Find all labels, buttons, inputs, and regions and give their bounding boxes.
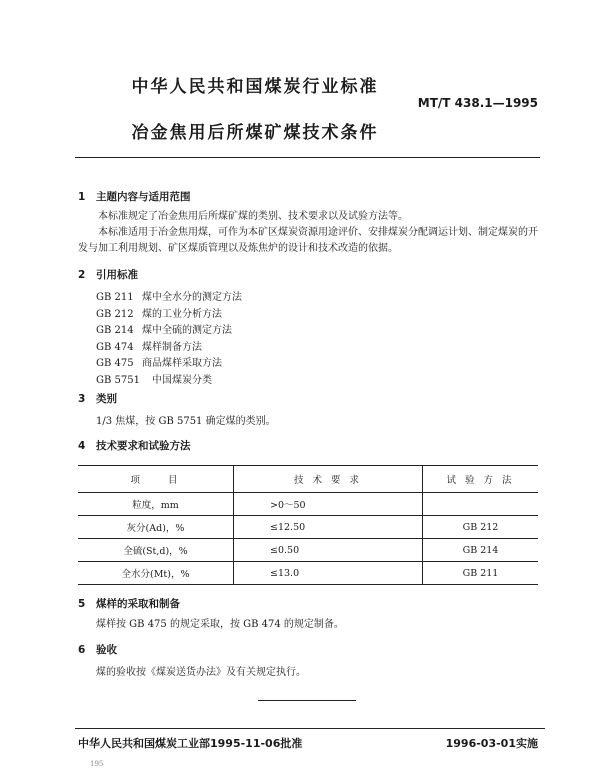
table-row — [78, 562, 538, 585]
reference-list — [96, 290, 242, 389]
section-1-title: 主题内容与适用范围 — [96, 191, 191, 203]
section-6-heading — [78, 642, 117, 657]
section-2-number: 2 — [78, 269, 86, 281]
table-header-row — [78, 466, 538, 493]
reference-item: GB 474 煤样制备方法 — [96, 341, 202, 353]
section-6-number: 6 — [78, 644, 86, 656]
table-cell-item: 粒度，mm — [78, 493, 234, 516]
reference-item: GB 212 煤的工业分析方法 — [96, 308, 222, 320]
page-number: 195 — [90, 760, 104, 768]
table-cell-requirement: >0～50 — [234, 493, 423, 516]
section-3-number: 3 — [78, 393, 86, 405]
reference-item: GB 5751 中国煤炭分类 — [96, 374, 212, 386]
standard-organization: 中华人民共和国煤炭行业标准 — [131, 77, 379, 97]
section-6-para-1: 煤的验收按《煤炭送货办法》及有关规定执行。 — [96, 667, 306, 678]
section-1-number: 1 — [78, 191, 86, 203]
table-cell-requirement: ≤13.0 — [234, 562, 423, 585]
section-3-para-1: 1/3 焦煤，按 GB 5751 确定煤的类别。 — [96, 416, 276, 427]
approval-date: 中华人民共和国煤炭工业部1995-11-06批准 — [78, 737, 303, 750]
table-cell-item: 灰分(Ad)，% — [78, 516, 234, 539]
table-cell-requirement: ≤12.50 — [234, 516, 423, 539]
section-1-heading — [78, 189, 191, 204]
table-header-item: 项 目 — [78, 466, 234, 493]
section-1-para-1: 本标准规定了冶金焦用后所煤矿煤的类别、技术要求以及试验方法等。 — [98, 211, 408, 222]
section-3-title: 类别 — [96, 393, 117, 405]
table-cell-requirement: ≤0.50 — [234, 539, 423, 562]
reference-item: GB 475 商品煤样采取方法 — [96, 358, 222, 369]
section-4-heading — [78, 438, 191, 453]
table-cell-method: GB 212 — [462, 521, 499, 533]
table-row — [78, 516, 538, 539]
section-5-heading — [78, 596, 180, 611]
standard-title: 冶金焦用后所煤矿煤技术条件 — [131, 123, 379, 143]
section-5-title: 煤样的采取和制备 — [96, 598, 180, 610]
table-cell-method: GB 214 — [462, 544, 499, 556]
table-row — [78, 493, 538, 516]
table-cell-item: 全水分(Mt)，% — [78, 562, 234, 585]
implementation-date: 1996-03-01实施 — [445, 737, 538, 750]
table-header-requirement: 技 术 要 求 — [234, 466, 423, 493]
section-3-heading — [78, 391, 117, 406]
table-cell-item: 全硫(St,d)，% — [78, 539, 234, 562]
section-2-heading — [78, 267, 138, 282]
header-rule — [75, 157, 540, 158]
section-4-number: 4 — [78, 440, 86, 452]
section-6-title: 验收 — [96, 644, 117, 656]
table-row — [78, 539, 538, 562]
footer-rule — [75, 728, 545, 729]
table-cell-method: GB 211 — [462, 567, 499, 579]
table-header-method: 试 验 方 法 — [446, 475, 515, 486]
section-2-title: 引用标准 — [96, 269, 138, 281]
requirements-table — [78, 465, 538, 585]
section-5-para-1: 煤样按 GB 475 的规定采取，按 GB 474 的规定制备。 — [96, 619, 344, 630]
table-cell-method — [423, 493, 539, 516]
end-rule — [258, 700, 356, 701]
section-5-number: 5 — [78, 598, 86, 610]
section-4-title: 技术要求和试验方法 — [96, 440, 191, 452]
reference-item: GB 214 煤中全硫的测定方法 — [96, 325, 232, 336]
reference-item: GB 211 煤中全水分的测定方法 — [96, 292, 242, 303]
standard-code: MT/T 438.1—1995 — [417, 96, 538, 110]
section-1-para-2: 本标准适用于冶金焦用煤，可作为本矿区煤炭资源用途评价、安排煤炭分配调运计划、制定煤炭的开发与加工利用规划、矿区煤质管理以及炼焦炉的设计和技术改造的依据。 — [78, 227, 538, 254]
